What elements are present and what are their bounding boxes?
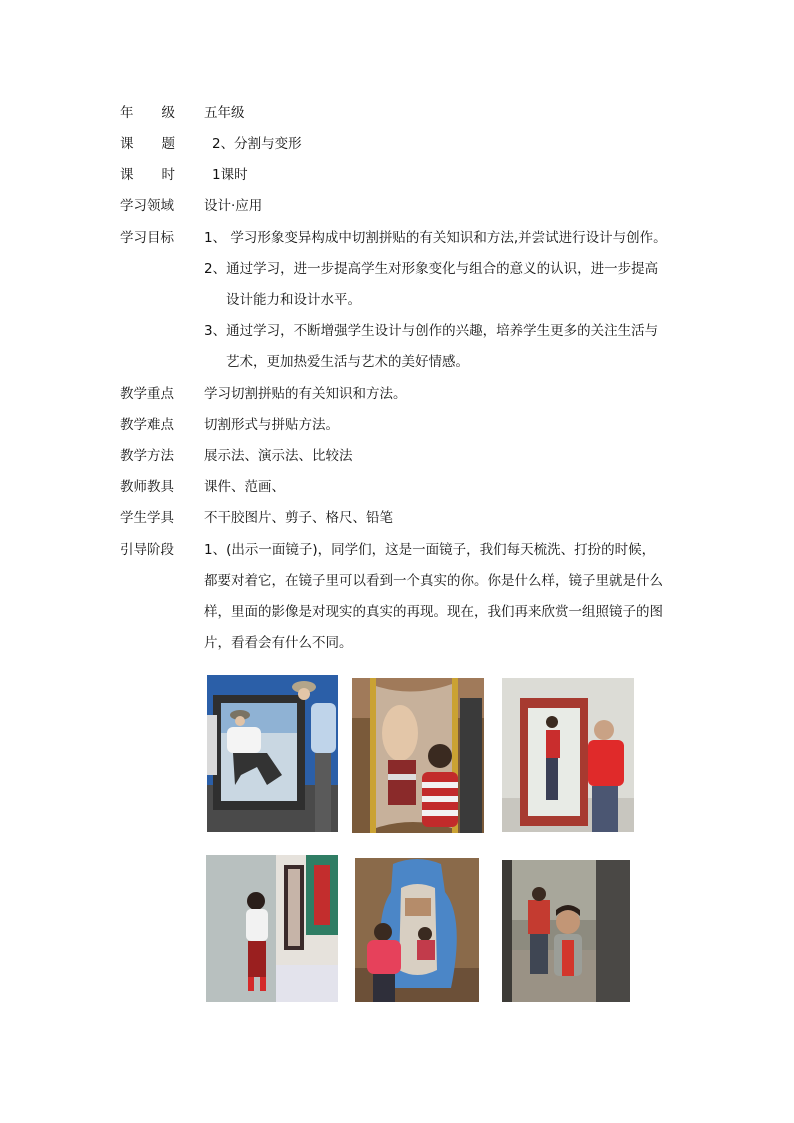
- intro-line-3: 样，里面的影像是对现实的真实的再现。现在，我们再来欣赏一组照镜子的图: [204, 604, 663, 620]
- photo-man-hat-mirror: [207, 675, 338, 832]
- value-student-tools: 不干胶图片、剪子、格尺、铅笔: [204, 510, 393, 526]
- intro-line-1: 1、(出示一面镜子)，同学们，这是一面镜子，我们每天梳洗、打扮的时候，: [204, 542, 656, 558]
- label-grade-b: 级: [161, 105, 175, 121]
- label-teacher-tools: 教师教具: [120, 479, 174, 495]
- value-difficulty: 切割形式与拼贴方法。: [204, 417, 339, 433]
- goal-line-2: 2、通过学习，进一步提高学生对形象变化与组合的意义的认识，进一步提高: [204, 261, 659, 277]
- label-grade-a: 年: [120, 105, 134, 121]
- goal-line-3: 设计能力和设计水平。: [226, 292, 361, 308]
- photo-woman-mirror-room: [206, 855, 338, 1002]
- value-key: 学习切割拼贴的有关知识和方法。: [204, 386, 407, 402]
- value-method: 展示法、演示法、比较法: [204, 448, 353, 464]
- label-hours-b: 时: [161, 167, 175, 183]
- photo-man-red-frame-mirror: [502, 678, 634, 832]
- label-method: 教学方法: [120, 448, 174, 464]
- label-key: 教学重点: [120, 386, 174, 402]
- label-topic-b: 题: [161, 136, 175, 152]
- goal-line-5: 艺术，更加热爱生活与艺术的美好情感。: [226, 354, 469, 370]
- value-field: 设计·应用: [204, 198, 263, 214]
- photo-child-cartoon-mirror: [355, 858, 479, 1002]
- intro-line-2: 都要对着它，在镜子里可以看到一个真实的你。你是什么样，镜子里就是什么: [204, 573, 663, 589]
- value-teacher-tools: 课件、范画、: [204, 479, 285, 495]
- intro-line-4: 片，看看会有什么不同。: [204, 635, 353, 651]
- value-hours: 1课时: [212, 167, 248, 183]
- label-student-tools: 学生学具: [120, 510, 174, 526]
- label-difficulty: 教学难点: [120, 417, 174, 433]
- photo-boy-street-mirror: [502, 860, 630, 1002]
- label-goals: 学习目标: [120, 230, 174, 246]
- label-intro: 引导阶段: [120, 542, 174, 558]
- goal-line-4: 3、通过学习，不断增强学生设计与创作的兴趣，培养学生更多的关注生活与: [204, 323, 659, 339]
- goal-line-1: 1、 学习形象变异构成中切割拼贴的有关知识和方法,并尝试进行设计与创作。: [204, 230, 667, 246]
- label-hours-a: 课: [120, 167, 134, 183]
- value-grade: 五年级: [204, 105, 245, 121]
- photo-child-wavy-mirror: [352, 678, 484, 833]
- label-topic-a: 课: [120, 136, 134, 152]
- label-field: 学习领域: [120, 198, 174, 214]
- value-topic: 2、分割与变形: [212, 136, 302, 152]
